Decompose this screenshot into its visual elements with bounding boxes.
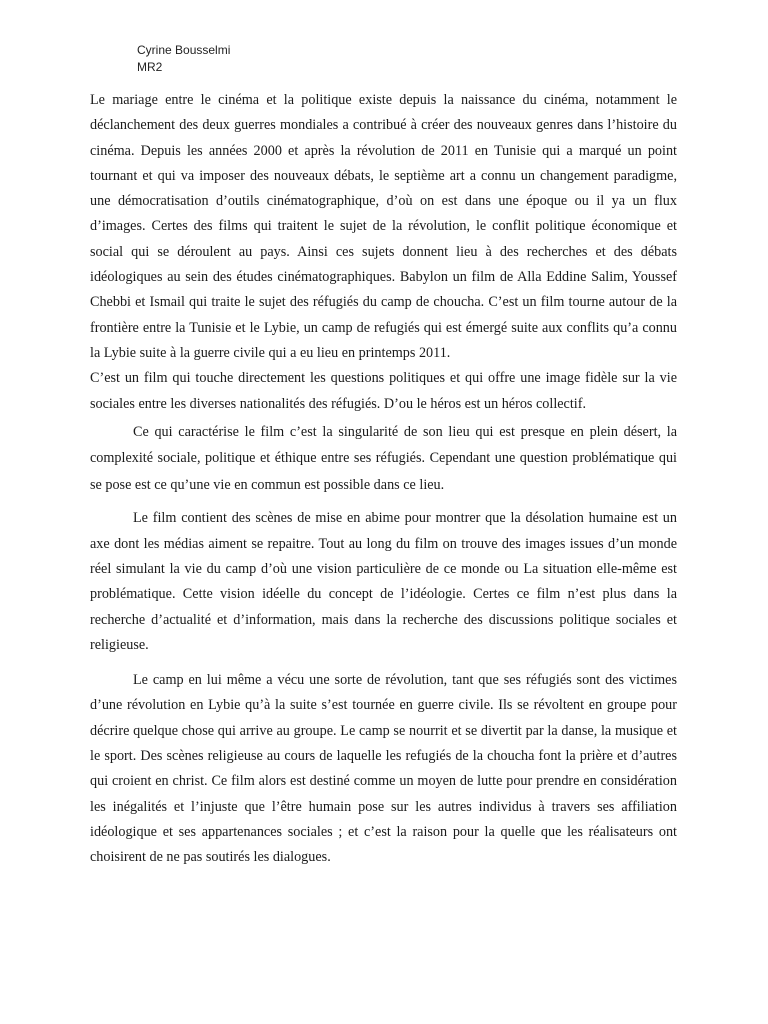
paragraph-mise-en-abime: Le film contient des scènes de mise en abime pour montrer que la désolation humaine est un axe dont les médias aiment se repaitre. Tout au long du film on trouve des images issues d’un monde réel simulant la vie du camp d’où une vision particulière de ce monde ou La situation elle-même est problématique. Cette vision idéelle du concept de l’idéologie. Certes ce film n’est plus dans la recherche d’actualité et d’information, mais dans la recherche des discussions politique sociales et religieuse. <box>90 510 677 653</box>
paragraph-revolution: Le camp en lui même a vécu une sorte de révolution, tant que ses réfugiés sont des victimes d’une révolution en Lybie qu’à la suite s’est tournée en guerre civile. Ils se révoltent en groupe pour décrire quelque chose qui arrive au groupe. Le camp se nourrit et se divertit par la danse, la musique et le sport. Des scènes religieuse au cours de laquelle les refugiés de la choucha font la prière et d’autres qui croient en christ. Ce film alors est destiné comme un moyen de lutte pour prendre en considération les inégalités et l’injuste que l’être humain pose sur les autres individus à travers ses affiliation idéologique et ses appartenances sociales ; et c’est la raison pour la quelle que les réalisateurs ont choisirent de ne pas soutirés les dialogues. <box>90 672 677 866</box>
paragraph-intro: Le mariage entre le cinéma et la politique existe depuis la naissance du cinéma, notamment le déclanchement des deux guerres mondiales a contribué à créer des nouveaux genres dans l’histoire du cinéma. Depuis les années 2000 et après la révolution de 2011 en Tunisie qui a marqué un point tournant et qui va imposer des nouveaux débats, le septième art a connu un changement paradigme, une démocratisation d’outils cinématographique, d’où on est dans une époque ou il ya un flux d’images. Certes des films qui traitent le sujet de la révolution, le conflit politique économique et social qui se déroulent au pays. Ainsi ces sujets donnent lieu à des recherches et des débats idéologiques au sein des études cinématographiques. Babylon un film de Alla Eddine Salim, Youssef Chebbi et Ismail qui traite le sujet des réfugiés du camp de choucha. C’est un film tourne autour de la frontière entre la Tunisie et le Lybie, un camp de refugiés qui est émergé suite aux conflits qu’a connu la Lybie suite à la guerre civile qui a eu lieu en printemps 2011. <box>90 92 677 361</box>
paragraph-singularity: Ce qui caractérise le film c’est la singularité de son lieu qui est presque en plein désert, la complexité sociale, politique et éthique entre ses réfugiés. Cependant une question problématique qui se pose est ce qu’une vie en commun est possible dans ce lieu. <box>90 423 677 493</box>
paragraph-collective-hero: C’est un film qui touche directement les questions politiques et qui offre une image fidèle sur la vie sociales entre les diverses nationalités des réfugiés. D’ou le héros est un héros collectif. <box>90 370 677 412</box>
author-class: MR2 <box>137 60 163 74</box>
author-name: Cyrine Bousselmi <box>137 43 231 57</box>
essay-body <box>90 88 677 871</box>
author-block <box>137 42 230 76</box>
